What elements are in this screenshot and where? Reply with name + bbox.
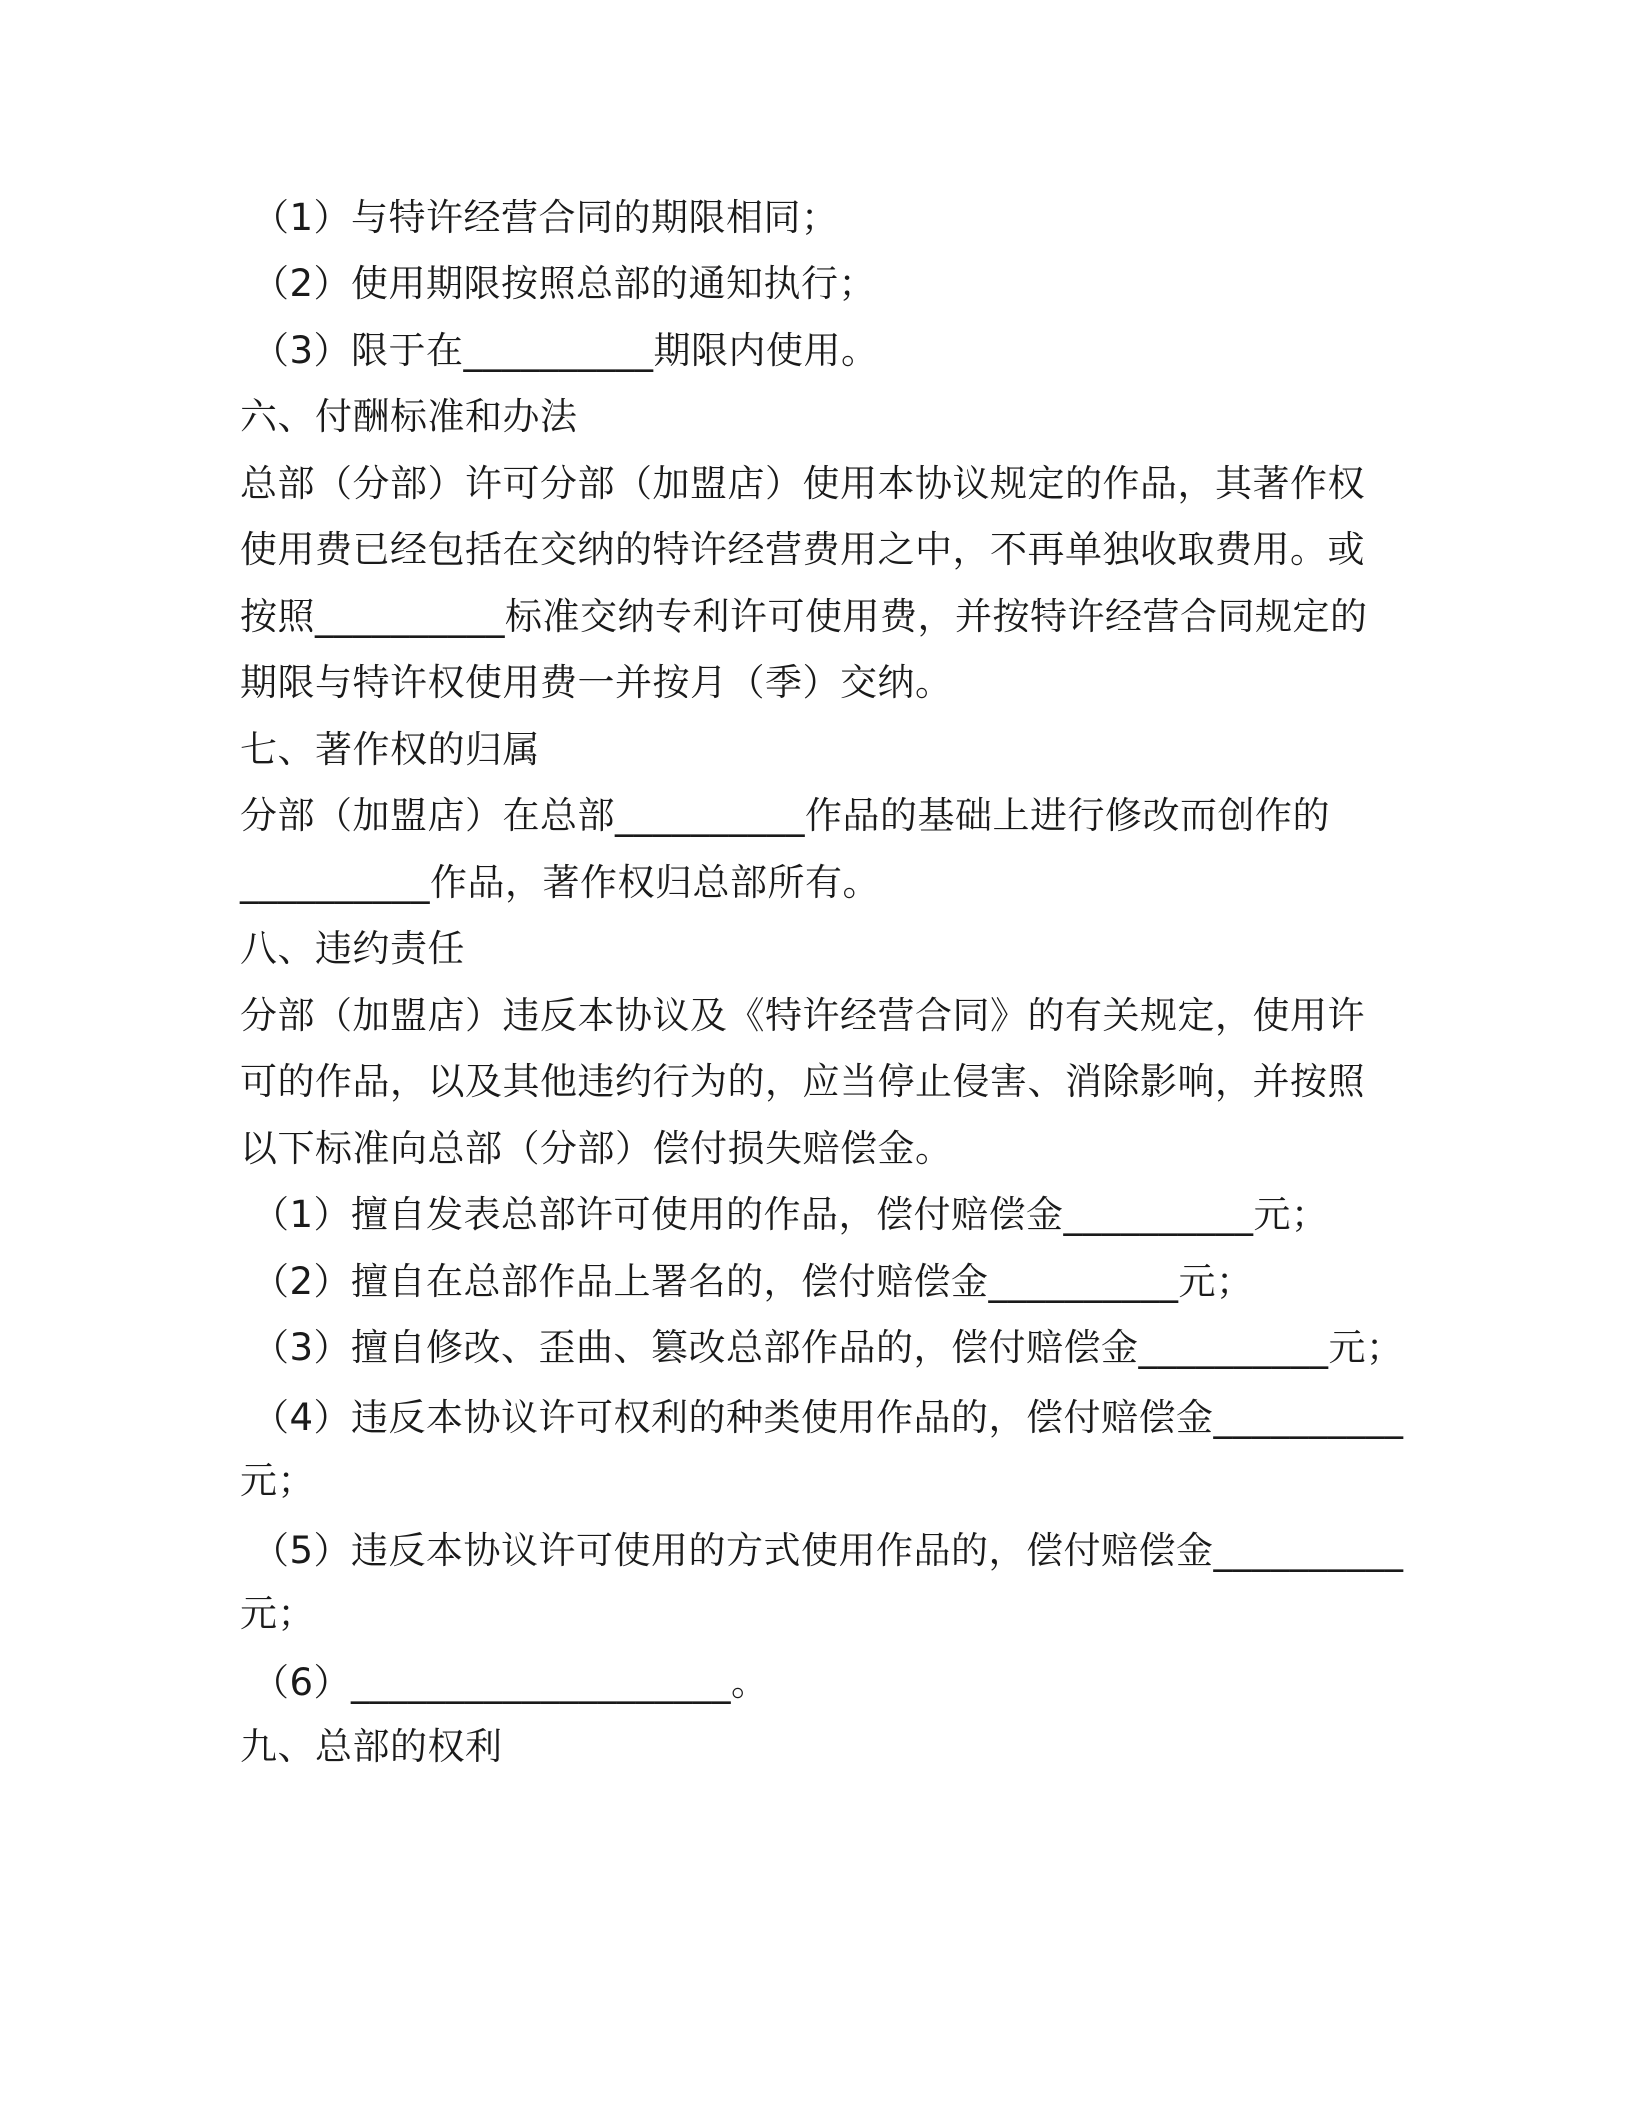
paragraph-line: 可的作品，以及其他违约行为的，应当停止侵害、消除影响，并按照	[240, 1060, 1365, 1103]
paragraph-line: 使用费已经包括在交纳的特许经营费用之中，不再单独收取费用。或	[240, 528, 1365, 571]
penalty-item-1: （1）擅自发表总部许可使用的作品，偿付赔偿金__________元；	[252, 1193, 1329, 1236]
paragraph-line: 总部（分部）许可分部（加盟店）使用本协议规定的作品，其著作权	[240, 462, 1365, 505]
penalty-item-2: （2）擅自在总部作品上署名的，偿付赔偿金__________元；	[252, 1260, 1254, 1303]
paragraph-line: __________作品，著作权归总部所有。	[240, 861, 880, 904]
penalty-item-3: （3）擅自修改、歪曲、篡改总部作品的，偿付赔偿金__________元；	[252, 1326, 1404, 1369]
penalty-item-4: （4）违反本协议许可权利的种类使用作品的，偿付赔偿金__________	[252, 1396, 1404, 1439]
section-heading-eight: 八、违约责任	[240, 927, 465, 970]
section-heading-nine: 九、总部的权利	[240, 1725, 503, 1768]
penalty-item-6: （6）____________________。	[252, 1661, 769, 1704]
section-heading-seven: 七、著作权的归属	[240, 728, 540, 771]
paragraph-line: 按照__________标准交纳专利许可使用费，并按特许经营合同规定的	[240, 595, 1368, 638]
term-item-1: （1）与特许经营合同的期限相同；	[252, 196, 839, 239]
term-item-2: （2）使用期限按照总部的通知执行；	[252, 262, 877, 305]
paragraph-line: 分部（加盟店）在总部__________作品的基础上进行修改而创作的	[240, 794, 1330, 837]
section-heading-six: 六、付酬标准和办法	[240, 395, 578, 438]
paragraph-line: 分部（加盟店）违反本协议及《特许经营合同》的有关规定，使用许	[240, 994, 1365, 1037]
term-item-3: （3）限于在__________期限内使用。	[252, 329, 879, 372]
penalty-item-4-continued: 元；	[240, 1459, 315, 1502]
penalty-item-5-continued: 元；	[240, 1592, 315, 1635]
paragraph-line: 期限与特许权使用费一并按月（季）交纳。	[240, 661, 953, 704]
paragraph-line: 以下标准向总部（分部）偿付损失赔偿金。	[240, 1127, 953, 1170]
penalty-item-5: （5）违反本协议许可使用的方式使用作品的，偿付赔偿金__________	[252, 1529, 1404, 1572]
